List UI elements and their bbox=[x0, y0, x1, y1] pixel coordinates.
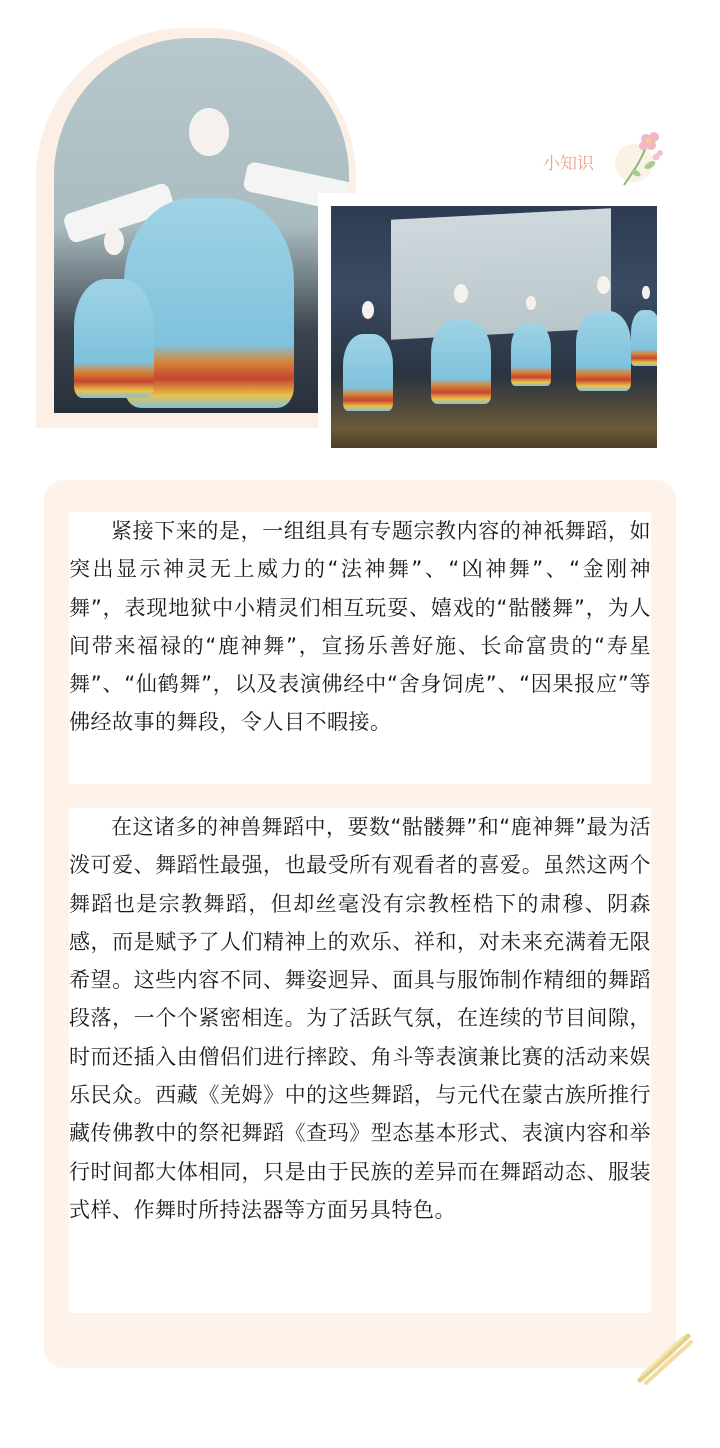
brush-stroke-icon bbox=[636, 1330, 694, 1386]
paragraph-2: 在这诸多的神兽舞蹈中，要数“骷髅舞”和“鹿神舞”最为活泼可爱、舞蹈性最强，也最受所有观看者的喜爱。虽然这两个舞蹈也是宗教舞蹈，但却丝毫没有宗教桎梏下的肃穆、阴森感，而是赋予了人们精神上的欢乐、祥和，对未来充满着无限希望。这些内容不同、舞姿迥异、面具与服饰制作精细的舞蹈段落，一个个紧密相连。为了活跃气氛，在连续的节目间隙，时而还插入由僧侣们进行摔跤、角斗等表演兼比赛的活动来娱乐民众。西藏《羌姆》中的这些舞蹈，与元代在蒙古族所推行藏传佛教中的祭祀舞蹈《查玛》型态基本形式、表演内容和举行时间都大体相同，只是由于民族的差异而在舞蹈动态、服装式样、作舞时所持法器等方面另具特色。 bbox=[69, 808, 651, 1313]
flower-icon bbox=[610, 125, 670, 190]
dance-photo-closeup bbox=[54, 38, 349, 413]
paragraph-1: 紧接下来的是，一组组具有专题宗教内容的神祇舞蹈，如突出显示神灵无上威力的“法神舞”、“凶神舞”、“金刚神舞”，表现地狱中小精灵们相互玩耍、嬉戏的“骷髅舞”，为人间带来福禄的“鹿神舞”，宣扬乐善好施、长命富贵的“寿星舞”、“仙鹤舞”，以及表演佛经中“舍身饲虎”、“因果报应”等佛经故事的舞段，令人目不暇接。 bbox=[69, 512, 651, 784]
tip-label: 小知识 bbox=[543, 154, 594, 174]
dance-photo-stage bbox=[331, 206, 657, 448]
dancer-figure-background bbox=[74, 228, 154, 398]
